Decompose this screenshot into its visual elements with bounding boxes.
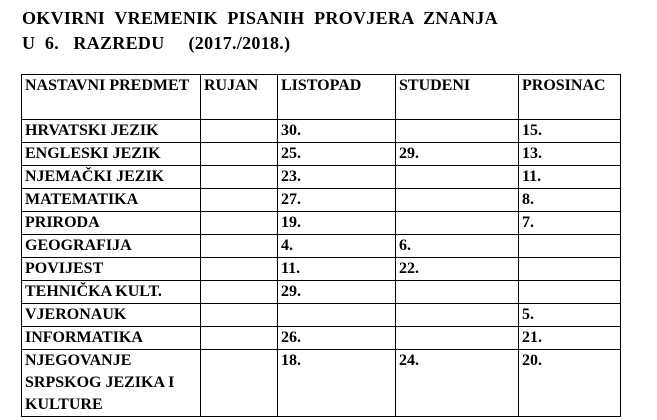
subject-cell: HRVATSKI JEZIK <box>22 120 201 143</box>
header-listopad: LISTOPAD <box>278 75 396 120</box>
subject-cell: ENGLESKI JEZIK <box>22 143 201 166</box>
table-row <box>22 304 621 327</box>
listopad-cell: 29. <box>278 281 396 304</box>
table-row <box>22 166 621 189</box>
listopad-cell: 4. <box>278 235 396 258</box>
prosinac-cell: 7. <box>519 212 621 235</box>
rujan-cell <box>201 304 278 327</box>
header-studeni: STUDENI <box>396 75 519 120</box>
studeni-cell: 24. <box>396 350 519 417</box>
prosinac-cell <box>519 258 621 281</box>
listopad-cell: 27. <box>278 189 396 212</box>
listopad-cell: 23. <box>278 166 396 189</box>
prosinac-cell <box>519 235 621 258</box>
subject-cell: NJEGOVANJE SRPSKOG JEZIKA I KULTURE <box>22 350 201 417</box>
prosinac-cell: 20. <box>519 350 621 417</box>
prosinac-cell: 5. <box>519 304 621 327</box>
rujan-cell <box>201 143 278 166</box>
subject-cell: TEHNIČKA KULT. <box>22 281 201 304</box>
table-row <box>22 281 621 304</box>
subject-cell: INFORMATIKA <box>22 327 201 350</box>
subject-cell: GEOGRAFIJA <box>22 235 201 258</box>
document-title-line-2: U 6. RAZREDU (2017./2018.) <box>22 33 291 53</box>
rujan-cell <box>201 166 278 189</box>
subject-cell: POVIJEST <box>22 258 201 281</box>
listopad-cell: 19. <box>278 212 396 235</box>
table-row <box>22 258 621 281</box>
prosinac-cell: 15. <box>519 120 621 143</box>
studeni-cell: 6. <box>396 235 519 258</box>
studeni-cell: 22. <box>396 258 519 281</box>
prosinac-cell: 13. <box>519 143 621 166</box>
rujan-cell <box>201 120 278 143</box>
rujan-cell <box>201 212 278 235</box>
header-rujan: RUJAN <box>201 75 278 120</box>
table-row <box>22 212 621 235</box>
studeni-cell <box>396 304 519 327</box>
listopad-cell: 25. <box>278 143 396 166</box>
table-row <box>22 143 621 166</box>
listopad-cell <box>278 304 396 327</box>
rujan-cell <box>201 281 278 304</box>
table-row <box>22 235 621 258</box>
header-subject: NASTAVNI PREDMET <box>22 75 201 120</box>
subject-cell: NJEMAČKI JEZIK <box>22 166 201 189</box>
studeni-cell <box>396 189 519 212</box>
subject-cell: MATEMATIKA <box>22 189 201 212</box>
studeni-cell <box>396 212 519 235</box>
listopad-cell: 18. <box>278 350 396 417</box>
listopad-cell: 30. <box>278 120 396 143</box>
prosinac-cell: 8. <box>519 189 621 212</box>
table-row <box>22 327 621 350</box>
listopad-cell: 26. <box>278 327 396 350</box>
rujan-cell <box>201 258 278 281</box>
studeni-cell <box>396 327 519 350</box>
header-prosinac: PROSINAC <box>519 75 621 120</box>
rujan-cell <box>201 235 278 258</box>
rujan-cell <box>201 327 278 350</box>
table-header-row <box>22 75 621 120</box>
prosinac-cell: 21. <box>519 327 621 350</box>
studeni-cell <box>396 120 519 143</box>
table-row <box>22 189 621 212</box>
rujan-cell <box>201 350 278 417</box>
document-title-line-1: OKVIRNI VREMENIK PISANIH PROVJERA ZNANJA <box>22 8 498 28</box>
table-row <box>22 120 621 143</box>
studeni-cell: 29. <box>396 143 519 166</box>
studeni-cell <box>396 281 519 304</box>
prosinac-cell <box>519 281 621 304</box>
listopad-cell: 11. <box>278 258 396 281</box>
prosinac-cell: 11. <box>519 166 621 189</box>
studeni-cell <box>396 166 519 189</box>
table-body <box>22 120 621 417</box>
subject-cell: PRIRODA <box>22 212 201 235</box>
table-row <box>22 350 621 417</box>
rujan-cell <box>201 189 278 212</box>
subject-cell: VJERONAUK <box>22 304 201 327</box>
schedule-table <box>21 74 621 417</box>
